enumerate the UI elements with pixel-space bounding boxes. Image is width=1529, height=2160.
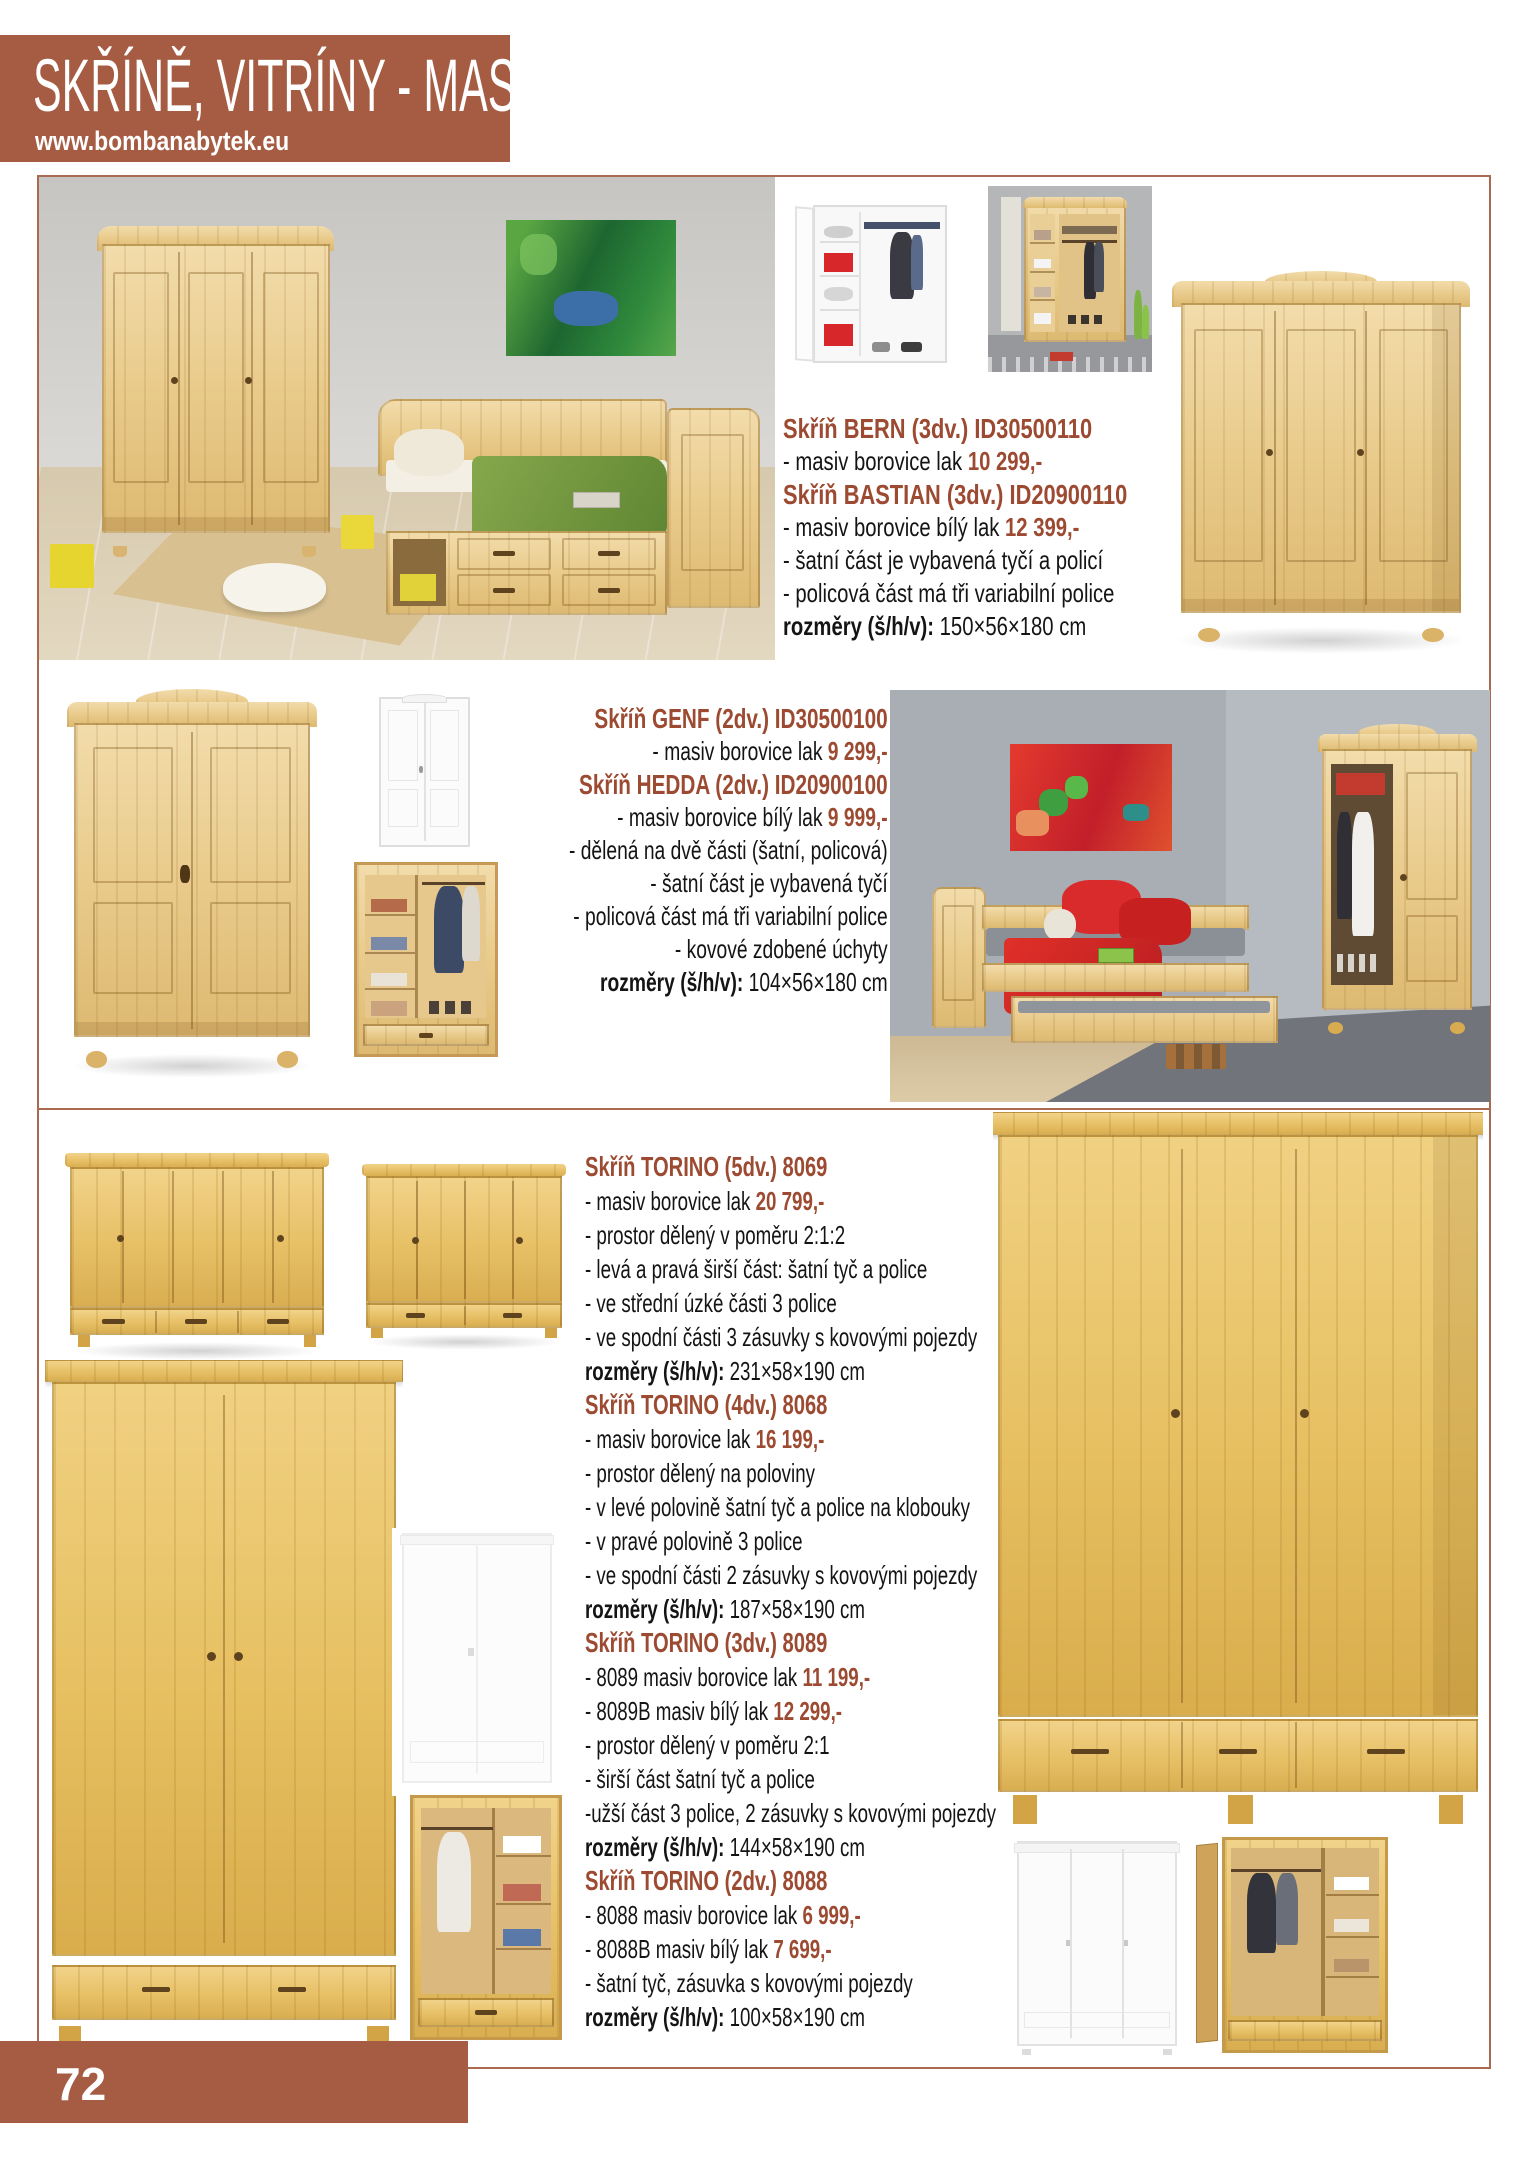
price: 10 299,- xyxy=(962,446,1043,476)
product-dimensions: rozměry (š/h/v): 231×58×190 cm xyxy=(585,1356,865,1386)
yellow-box xyxy=(50,544,94,587)
product-spec: - dělená na dvě části (šatní, policová) xyxy=(569,835,888,865)
product-spec: - 8089B masiv bílý lak 12 299,- xyxy=(585,1696,843,1726)
product-dimensions: rozměry (š/h/v): 150×56×180 cm xyxy=(783,611,1087,641)
product-spec: - masiv borovice lak 9 299,- xyxy=(652,736,888,766)
wardrobe-illustration xyxy=(74,698,309,1062)
page-title: SKŘÍNĚ, VITRÍNY - MASIV xyxy=(33,44,557,127)
wardrobe-illustration xyxy=(1181,278,1461,639)
price: 11 199,- xyxy=(797,1662,871,1692)
product-spec: - 8089 masiv borovice lak 11 199,- xyxy=(585,1662,871,1692)
drawer-unit xyxy=(386,531,667,615)
daybed-illustration xyxy=(370,399,760,626)
wardrobe-illustration xyxy=(1024,201,1126,342)
bottom-drawers xyxy=(998,1719,1478,1792)
price: 6 999,- xyxy=(797,1900,861,1930)
product-spec: - prostor dělený v poměru 2:1 xyxy=(585,1730,830,1760)
product-title: Skříň TORINO (4dv.) 8068 xyxy=(585,1389,828,1420)
product-spec: - kovové zdobené úchyty xyxy=(675,934,888,964)
photo-torino-4dv-thumb xyxy=(357,1152,571,1350)
product-dimensions: rozměry (š/h/v): 187×58×190 cm xyxy=(585,1594,865,1624)
product-spec: - policová část má tři variabilní police xyxy=(573,901,888,931)
product-spec: -užší část 3 police, 2 zásuvky s kovovými pojezdy xyxy=(585,1798,996,1828)
open-door xyxy=(795,206,814,362)
product-spec: - prostor dělený v poměru 2:1:2 xyxy=(585,1220,846,1250)
product-spec: - masiv borovice bílý lak 12 399,- xyxy=(783,512,1080,542)
open-interior xyxy=(1331,764,1392,985)
product-title: Skříň BASTIAN (3dv.) ID20900110 xyxy=(783,479,1128,510)
bottom-drawer xyxy=(418,1998,555,2027)
price: 7 699,- xyxy=(768,1934,832,1964)
product-spec: - masiv borovice lak 10 299,- xyxy=(783,446,1043,476)
photo-open-wardrobe-interior xyxy=(348,858,504,1065)
shoes xyxy=(872,342,890,351)
trundle-drawer xyxy=(1011,996,1277,1043)
photo-torino-3dv-large xyxy=(993,1112,1483,1839)
shoes xyxy=(901,342,922,351)
section-divider xyxy=(37,1108,1491,1110)
shoes xyxy=(429,1001,476,1014)
price: 12 399,- xyxy=(999,512,1080,542)
photo-wardrobe-bern-large xyxy=(1158,266,1484,658)
product-spec: - prostor dělený na poloviny xyxy=(585,1458,815,1488)
product-title: Skříň TORINO (5dv.) 8069 xyxy=(585,1151,828,1182)
product-spec: - v levé polovině šatní tyč a police na klobouky xyxy=(585,1492,971,1522)
product-spec: - masiv borovice lak 16 199,- xyxy=(585,1424,825,1454)
bed-pillow xyxy=(394,429,464,477)
photo-wardrobe-genf xyxy=(52,686,332,1082)
hanging-shirt xyxy=(437,1832,472,1932)
product-text-genf xyxy=(569,702,888,999)
hanging-jacket xyxy=(434,886,464,973)
toy-blocks xyxy=(1166,1044,1226,1069)
product-spec: - šatní část je vybavená tyčí a policí xyxy=(783,545,1104,575)
page-header xyxy=(0,35,557,162)
product-spec: - šatní tyč, zásuvka s kovovými pojezdy xyxy=(585,1968,913,1998)
photo-wardrobe-hedda-white xyxy=(368,690,481,857)
teddy-bear xyxy=(1044,909,1076,942)
product-spec: - širší část šatní tyč a police xyxy=(585,1764,815,1794)
photo-torino-white-2dv xyxy=(392,1528,562,1796)
product-spec: - 8088B masiv bílý lak 7 699,- xyxy=(585,1934,832,1964)
product-spec: - masiv borovice bílý lak 9 999,- xyxy=(617,802,888,832)
keyhole xyxy=(180,865,189,884)
product-spec: - ve střední úzké části 3 police xyxy=(585,1288,837,1318)
green-vase xyxy=(1134,290,1142,338)
product-spec: - 8088 masiv borovice lak 6 999,- xyxy=(585,1900,861,1930)
product-spec: - masiv borovice lak 20 799,- xyxy=(585,1186,825,1216)
shoes xyxy=(1068,315,1104,323)
product-title: Skříň TORINO (2dv.) 8088 xyxy=(585,1865,828,1896)
product-title: Skříň BERN (3dv.) ID30500110 xyxy=(783,413,1093,444)
wardrobe-illustration xyxy=(70,1153,324,1347)
price: 9 999,- xyxy=(822,802,888,832)
product-dimensions: rozměry (š/h/v): 104×56×180 cm xyxy=(600,967,888,997)
daybed-illustration xyxy=(932,880,1292,1061)
photo-kidsroom-scene xyxy=(890,690,1490,1102)
product-spec: - v pravé polovině 3 police xyxy=(585,1526,803,1556)
magazine xyxy=(573,492,620,508)
product-spec: - šatní část je vybavená tyčí xyxy=(650,868,888,898)
wardrobe-illustration xyxy=(1322,731,1472,1028)
photo-bedroom-bern xyxy=(39,177,775,660)
product-dimensions: rozměry (š/h/v): 144×58×190 cm xyxy=(585,1832,865,1862)
page-number: 72 xyxy=(55,2058,107,2110)
green-vase xyxy=(1142,305,1149,338)
footer-bar xyxy=(0,2041,468,2123)
wardrobe-illustration xyxy=(366,1164,563,1338)
wardrobe-illustration xyxy=(102,235,330,549)
price: 12 299,- xyxy=(768,1696,843,1726)
photo-torino-white-3dv xyxy=(1008,1832,1186,2060)
shoes xyxy=(1337,954,1380,972)
yellow-box xyxy=(341,515,374,549)
green-blanket xyxy=(472,456,667,538)
red-box xyxy=(824,253,853,271)
photo-torino-2dv-large xyxy=(45,1360,403,2044)
website-url: www.bombanabytek.eu xyxy=(35,126,290,156)
price: 16 199,- xyxy=(750,1424,825,1454)
product-title: Skříň HEDDA (2dv.) ID20900100 xyxy=(579,769,888,800)
price: 20 799,- xyxy=(750,1186,825,1216)
product-dimensions: rozměry (š/h/v): 100×58×190 cm xyxy=(585,2002,865,2032)
photo-torino-2dv-open xyxy=(400,1790,572,2050)
product-title: Skříň TORINO (3dv.) 8089 xyxy=(585,1627,828,1658)
wall-art-green xyxy=(506,220,675,355)
white-coat xyxy=(1352,812,1374,936)
bottom-drawer xyxy=(52,1965,396,2020)
product-spec: - policová část má tři variabilní police xyxy=(783,578,1115,608)
pillow-on-rug xyxy=(223,563,326,611)
photo-white-open-wardrobe xyxy=(788,190,965,378)
red-box xyxy=(824,324,853,346)
photo-torino-open-2dv xyxy=(1196,1832,1394,2062)
photo-torino-5dv-thumb xyxy=(62,1140,332,1360)
price: 9 299,- xyxy=(822,736,888,766)
product-spec: - levá a pravá širší část: šatní tyč a police xyxy=(585,1254,928,1284)
photo-hallway-wardrobe xyxy=(988,186,1152,372)
open-door xyxy=(1196,1842,1218,2042)
product-title: Skříň GENF (2dv.) ID30500100 xyxy=(594,703,888,734)
product-text-bern xyxy=(783,412,1127,643)
product-spec: - ve spodní části 2 zásuvky s kovovými pojezdy xyxy=(585,1560,978,1590)
product-spec: - ve spodní části 3 zásuvky s kovovými pojezdy xyxy=(585,1322,978,1352)
wall-art-red xyxy=(1010,744,1172,851)
product-text-torino xyxy=(585,1150,996,2034)
